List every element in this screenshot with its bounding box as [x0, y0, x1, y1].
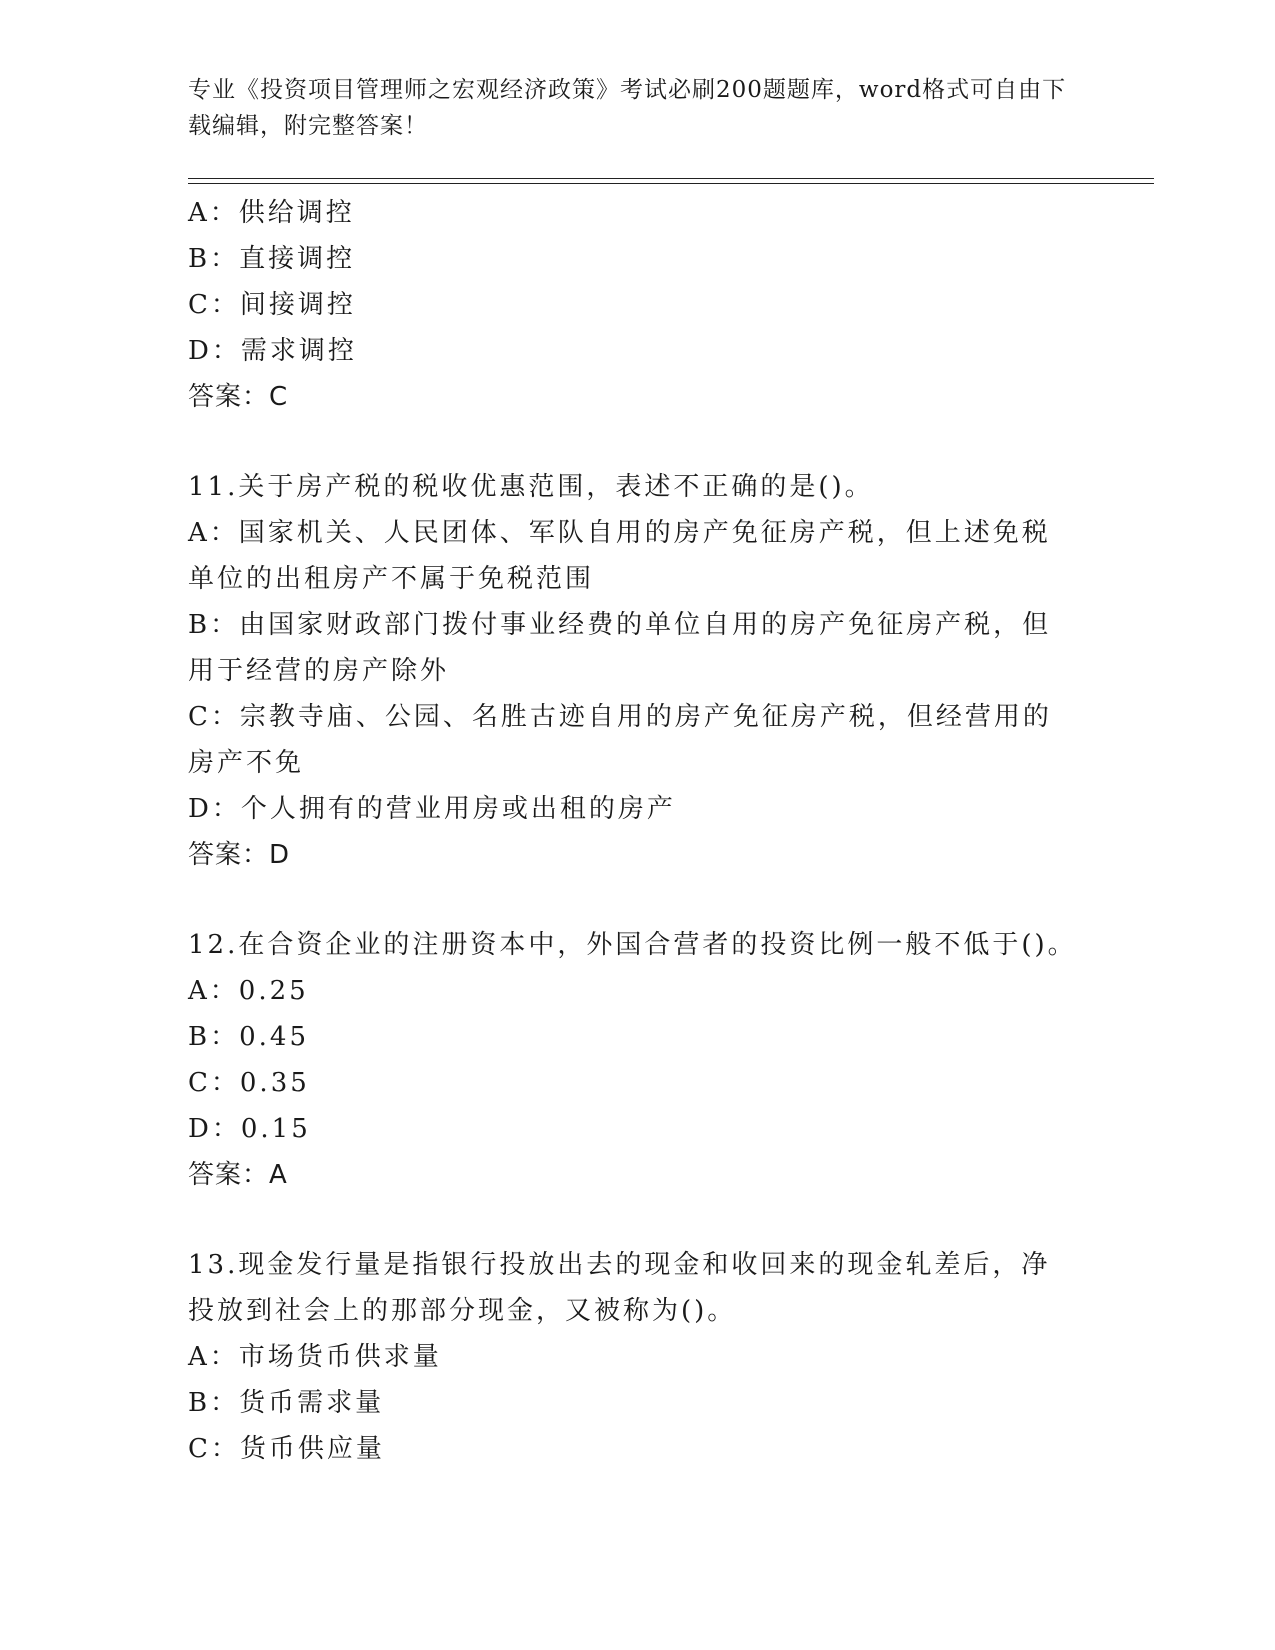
option-a: A：市场货币供求量 [188, 1342, 442, 1372]
option-d: D：个人拥有的营业用房或出租的房产 [188, 794, 676, 824]
option-b: B：由国家财政部门拨付事业经费的单位自用的房产免征房产税，但用于经营的房产除外 [188, 610, 1052, 686]
question-11 [188, 464, 1088, 878]
option-b: B：0.45 [188, 1022, 309, 1052]
answer: 答案：D [188, 840, 291, 870]
question-10 [188, 190, 1088, 420]
question-text: 13.现金发行量是指银行投放出去的现金和收回来的现金轧差后，净投放到社会上的那部分现金，又被称为()。 [188, 1250, 1051, 1326]
option-a: A：供给调控 [188, 198, 355, 228]
question-list [188, 190, 1088, 1472]
option-b: B：直接调控 [188, 244, 356, 274]
option-a: A：国家机关、人民团体、军队自用的房产免征房产税，但上述免税单位的出租房产不属于免税范围 [188, 518, 1051, 594]
option-d: D：0.15 [188, 1114, 311, 1144]
option-a: A：0.25 [188, 976, 309, 1006]
question-text: 12.在合资企业的注册资本中，外国合营者的投资比例一般不低于()。 [188, 930, 1077, 960]
question-13 [188, 1242, 1088, 1472]
answer: 答案：A [188, 1160, 288, 1190]
option-c: C：宗教寺庙、公园、名胜古迹自用的房产免征房产税，但经营用的房产不免 [188, 702, 1052, 778]
option-c: C：间接调控 [188, 290, 356, 320]
document-intro: 专业《投资项目管理师之宏观经济政策》考试必刷200题题库，word格式可自由下载编辑，附完整答案！ [188, 77, 1067, 139]
option-b: B：货币需求量 [188, 1388, 385, 1418]
header-divider-top [188, 178, 1154, 179]
question-text: 11.关于房产税的税收优惠范围，表述不正确的是()。 [188, 472, 874, 502]
answer: 答案：C [188, 382, 289, 412]
option-d: D：需求调控 [188, 336, 357, 366]
header-divider-bottom [188, 183, 1154, 184]
option-c: C：0.35 [188, 1068, 310, 1098]
option-c: C：货币供应量 [188, 1434, 385, 1464]
question-12 [188, 922, 1088, 1198]
